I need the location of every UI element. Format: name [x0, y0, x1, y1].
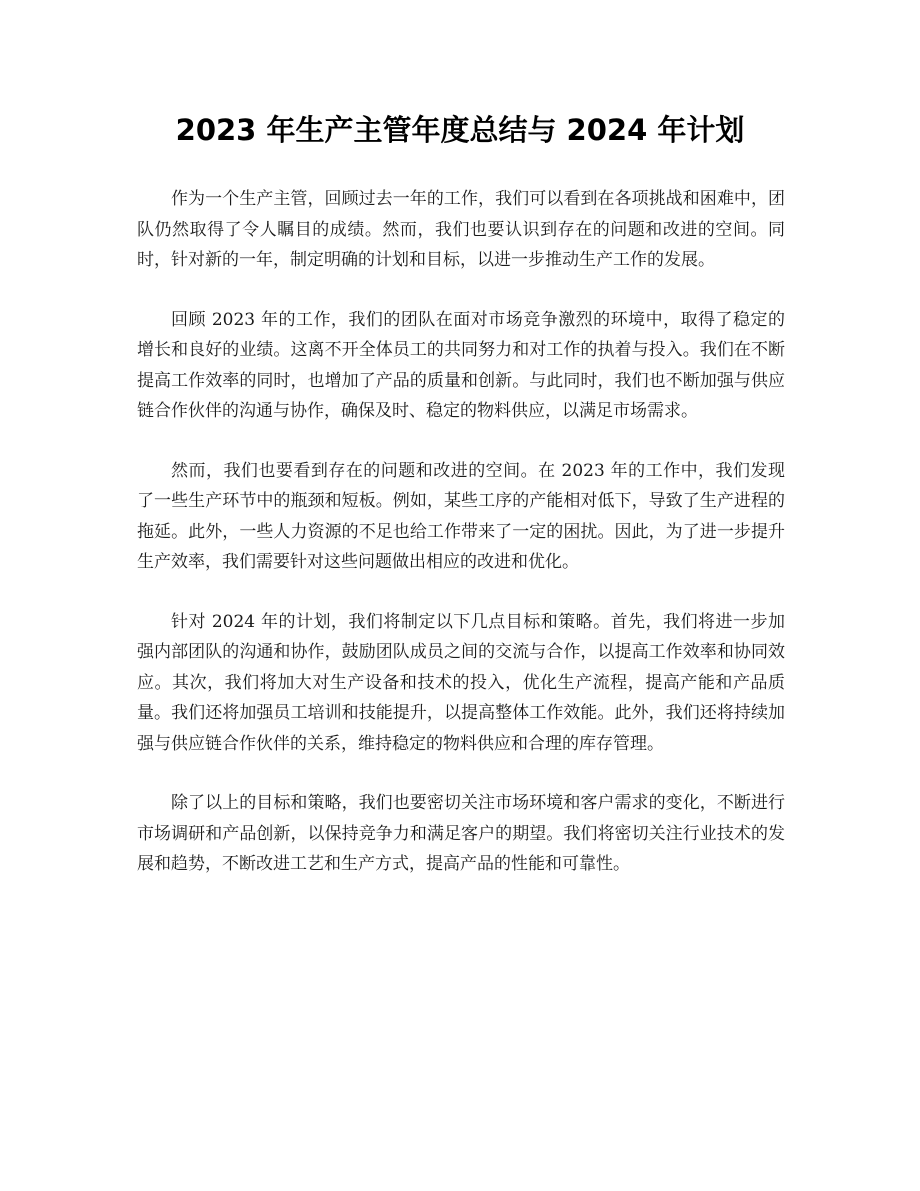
document-title: 2023 年生产主管年度总结与 2024 年计划	[175, 113, 745, 147]
paragraph-problems: 然而，我们也要看到存在的问题和改进的空间。在 2023 年的工作中，我们发现了一些生产环节中的瓶颈和短板。例如，某些工序的产能相对低下，导致了生产进程的拖延。此外，一些人力资源的不足也给工作带来了一定的困扰。因此，为了进一步提升生产效率，我们需要针对这些问题做出相应的改进和优化。	[137, 460, 785, 572]
paragraph-intro: 作为一个生产主管，回顾过去一年的工作，我们可以看到在各项挑战和困难中，团队仍然取得了令人瞩目的成绩。然而，我们也要认识到存在的问题和改进的空间。同时，针对新的一年，制定明确的计划和目标，以进一步推动生产工作的发展。	[137, 189, 785, 270]
paragraph-review-2023: 回顾 2023 年的工作，我们的团队在面对市场竞争激烈的环境中，取得了稳定的增长和良好的业绩。这离不开全体员工的共同努力和对工作的执着与投入。我们在不断提高工作效率的同时，也增加了产品的质量和创新。与此同时，我们也不断加强与供应链合作伙伴的沟通与协作，确保及时、稳定的物料供应，以满足市场需求。	[137, 309, 785, 421]
paragraph-plan-2024: 针对 2024 年的计划，我们将制定以下几点目标和策略。首先，我们将进一步加强内部团队的沟通和协作，鼓励团队成员之间的交流与合作，以提高工作效率和协同效应。其次，我们将加大对生产设备和技术的投入，优化生产流程，提高产能和产品质量。我们还将加强员工培训和技能提升，以提高整体工作效能。此外，我们还将持续加强与供应链合作伙伴的关系，维持稳定的物料供应和合理的库存管理。	[137, 611, 785, 754]
document-body	[137, 184, 785, 909]
paragraph-market-focus: 除了以上的目标和策略，我们也要密切关注市场环境和客户需求的变化，不断进行市场调研和产品创新，以保持竞争力和满足客户的期望。我们将密切关注行业技术的发展和趋势，不断改进工艺和生产方式，提高产品的性能和可靠性。	[137, 793, 785, 874]
